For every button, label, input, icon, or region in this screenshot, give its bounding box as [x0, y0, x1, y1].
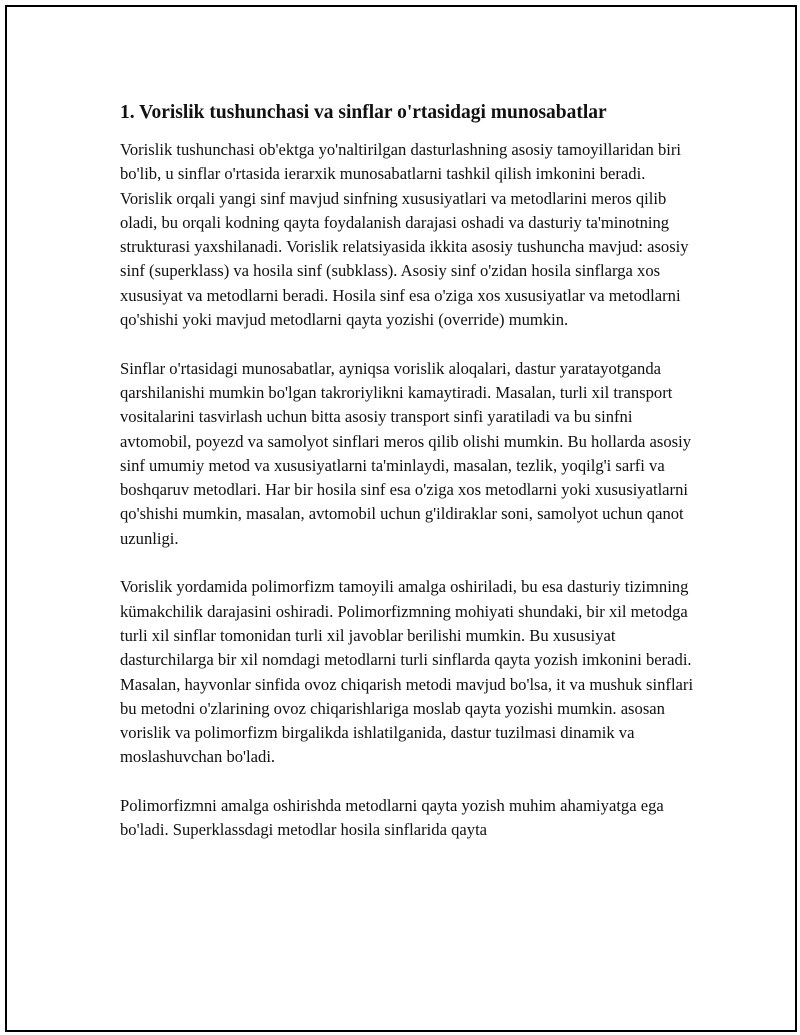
- page-frame: [5, 5, 797, 1032]
- section-heading: 1. Vorislik tushunchasi va sinflar o'rtasidagi munosabatlar: [120, 102, 607, 123]
- paragraph-inheritance-concept: Vorislik tushunchasi ob'ektga yo'naltirilgan dasturlashning asosiy tamoyillaridan biri bo'lib, u sinflar o'rtasida ierarxik munosabatlarni tashkil qilish imkonini beradi. Vorislik orqali yangi sinf mavjud sinfning xususiyatlari va metodlarini meros qilib oladi, bu orqali kodning qayta foydalanish darajasi oshadi va dasturiy ta'minotning strukturasi yaxshilanadi. Vorislik relatsiyasida ikkita asosiy tushuncha mavjud: asosiy sinf (superklass) va hosila sinf (subklass). Asosiy sinf o'zidan hosila sinflarga xos xususiyat va metodlarni beradi. Hosila sinf esa o'ziga xos xususiyatlar va metodlarni qo'shishi yoki mavjud metodlarni qayta yozishi (override) mumkin.: [120, 140, 689, 330]
- paragraph-method-overriding: Polimorfizmni amalga oshirishda metodlarni qayta yozish muhim ahamiyatga ega bo'ladi. Superklassdagi metodlar hosila sinflarida qayta: [120, 796, 664, 840]
- document-body: [120, 100, 695, 867]
- paragraph-class-relationships: Sinflar o'rtasidagi munosabatlar, ayniqsa vorislik aloqalari, dastur yaratayotganda qarshilanishi mumkin bo'lgan takroriylikni kamaytiradi. Masalan, turli xil transport vositalarini tasvirlash uchun bitta asosiy transport sinfi yaratiladi va bu sinfni avtomobil, poyezd va samolyot sinflari meros qilib olishi mumkin. Bu hollarda asosiy sinf umumiy metod va xususiyatlarni ta'minlaydi, masalan, tezlik, yoqilg'i sarfi va boshqaruv metodlari. Har bir hosila sinf esa o'ziga xos metodlarni yoki xususiyatlarni qo'shishi mumkin, masalan, avtomobil uchun g'ildiraklar soni, samolyot uchun qanot uzunligi.: [120, 358, 692, 548]
- paragraph-polymorphism: Vorislik yordamida polimorfizm tamoyili amalga oshiriladi, bu esa dasturiy tizimning kümakchilik darajasini oshiradi. Polimorfizmning mohiyati shundaki, bir xil metodga turli xil sinflar tomonidan turli xil javoblar berilishi mumkin. Bu xususiyat dasturchilarga bir xil nomdagi metodlarni turli sinflarda qayta yozish imkonini beradi. Masalan, hayvonlar sinfida ovoz chiqarish metodi mavjud bo'lsa, it va mushuk sinflari bu metodni o'zlarining ovoz chiqarishlariga moslab qayta yozishi mumkin. asosan vorislik va polimorfizm birgalikda ishlatilganida, dastur tuzilmasi dinamik va moslashuvchan bo'ladi.: [120, 577, 694, 767]
